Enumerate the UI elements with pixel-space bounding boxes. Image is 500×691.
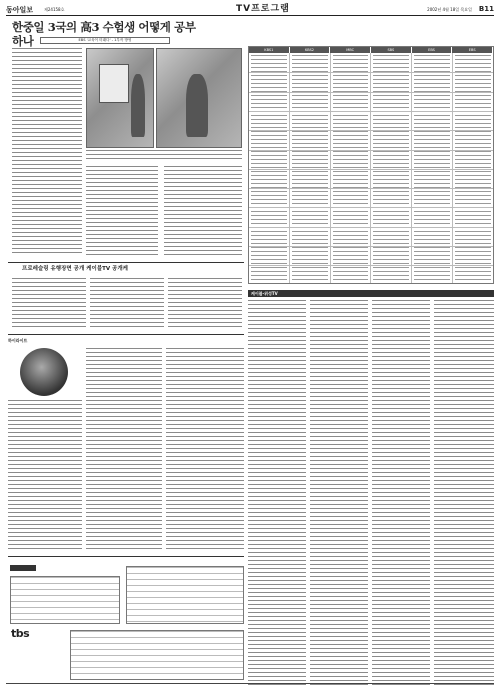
- divider: [8, 262, 244, 263]
- hour-divider: [249, 92, 493, 93]
- second-body-col-3: [168, 278, 242, 328]
- page-footer-rule: [6, 683, 494, 684]
- photo-caption: [86, 150, 242, 162]
- photo-screen: [99, 64, 129, 103]
- lead-subhead: EBS '교육이 미래다' - 1부작 방영: [40, 37, 170, 44]
- highlight-col-1: [8, 400, 82, 550]
- highlight-portrait: [20, 348, 68, 396]
- lead-headline: 한중일 3국의 高3 수험생 어떻게 공부하나: [12, 20, 196, 48]
- channel-ebs: EBS: [412, 47, 453, 53]
- cable-listings: [248, 290, 494, 685]
- lead-body-text: [12, 48, 82, 256]
- second-headline: 프로레슬링 유행장면 공개 케이블TV 공개케: [22, 266, 128, 272]
- second-body-col-1: [12, 278, 86, 328]
- photo-person: [131, 74, 146, 138]
- hour-divider: [249, 150, 493, 151]
- section-title: TV프로그램: [236, 4, 290, 14]
- hour-divider: [249, 246, 493, 247]
- lead-photo-2: [156, 48, 242, 148]
- cable-col-1: [248, 300, 306, 685]
- hour-divider: [249, 169, 493, 170]
- page-number: B11: [478, 5, 494, 13]
- ad-logo-bar: [10, 565, 36, 571]
- hour-divider: [249, 265, 493, 266]
- issue-number: 제24158호: [44, 7, 65, 12]
- channel-kbs2: KBS2: [290, 47, 331, 53]
- photo-person-2: [186, 74, 208, 138]
- masthead: [6, 4, 494, 16]
- hour-divider: [249, 72, 493, 73]
- highlight-col-2: [86, 348, 162, 550]
- ad-schedule-table: [10, 576, 120, 624]
- cable-listings-title: 케이블·위성TV: [248, 290, 494, 297]
- highlight-col-3: [166, 348, 244, 550]
- tv-schedule-grid: [248, 46, 494, 284]
- ad-schedule-table-2: [126, 566, 244, 624]
- channel-ebs-2: EBS: [452, 47, 493, 53]
- hour-divider: [249, 207, 493, 208]
- divider-2: [8, 334, 244, 335]
- lead-body-col-3: [164, 166, 242, 258]
- cable-col-3: [372, 300, 430, 685]
- cable-col-4: [434, 300, 494, 685]
- newspaper-name: 동아일보: [6, 5, 34, 14]
- lead-body-col-2: [86, 166, 158, 258]
- highlight-title: 하이라이트: [8, 338, 28, 343]
- hour-divider: [249, 227, 493, 228]
- hour-divider: [249, 111, 493, 112]
- tbs-logo: tbs: [11, 627, 30, 640]
- ad-schedule-table-3: [70, 630, 244, 680]
- channel-sbs: SBS: [371, 47, 412, 53]
- second-body-col-2: [90, 278, 164, 328]
- channel-kbs1: KBS1: [249, 47, 290, 53]
- divider-3: [8, 556, 244, 557]
- hour-divider: [249, 130, 493, 131]
- channel-mbc: MBC: [330, 47, 371, 53]
- hour-divider: [249, 188, 493, 189]
- cable-col-2: [310, 300, 368, 685]
- grid-body: [249, 53, 493, 283]
- lead-photo: [86, 48, 154, 148]
- issue-date: 2002년 4월 18일 목요일: [427, 7, 472, 12]
